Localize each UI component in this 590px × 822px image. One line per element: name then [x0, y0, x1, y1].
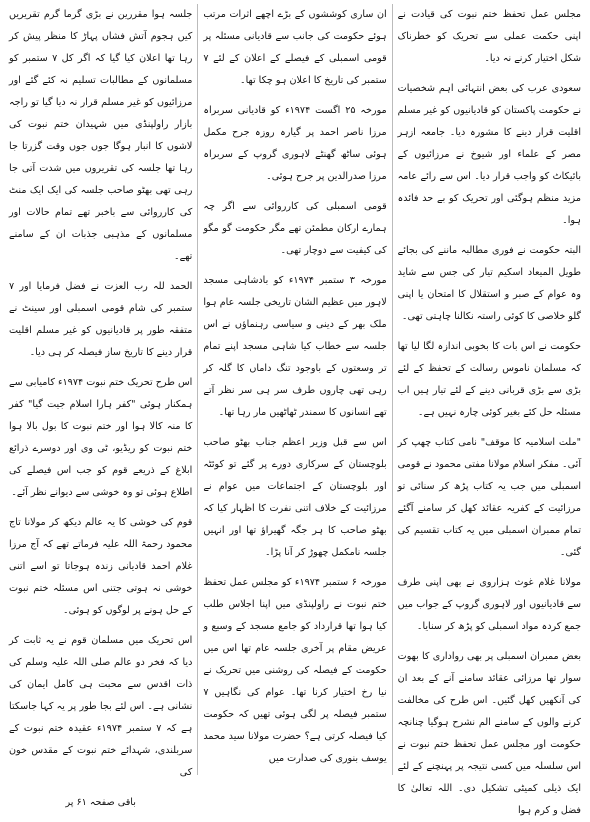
- paragraph: بعض ممبران اسمبلی پر بھی رواداری کا بھوت سوار تھا مرزائی عقائد سامنے آنے کے بعد ان کی آنکھیں کھل گئیں۔ اس طرح کی مخالفت کرنے والوں کے سامنے الم نشرح ہوگیا چنانچہ حکومت اور مجلس عمل تحفظ ختم نبوت نے اس سلسلہ میں کسی نتیجہ پر پہنچنے کے لئے ایک ذیلی کمیٹی تشکیل دی۔ اللہ تعالیٰ کا فضل و کرم ہوا: [397, 651, 581, 816]
- paragraph: مورخہ ۳ ستمبر ۱۹۷۴ء کو بادشاہی مسجد لاہور میں عظیم الشان تاریخی جلسہ عام ہوا ملک بھر کے دینی و سیاسی رہنماؤں نے اس جلسہ سے خطاب کیا شاہی مسجد اپنے تمام تر وسعتوں کے باوجود تنگ داماں کا گلہ کر رہی تھی چاروں طرف سر ہی سر نظر آتے تھے انسانوں کا سمندر ٹھاٹھیں مار رہا تھا۔: [203, 275, 387, 418]
- paragraph: جلسہ ہوا مقررین نے بڑی گرما گرم تقریریں کیں ہجوم آتش فشاں پہاڑ کا منظر پیش کر رہا تھا اعلان کیا گیا کہ اگر کل ۷ ستمبر کو مسلمانوں کے مطالبات تسلیم نہ کئے گئے اور مرزائیوں کو غیر مسلم قرار نہ دیا گیا تو راجہ بازار راولپنڈی میں شہیدان ختم نبوت کی لاشوں کا انبار ہوگا جوں جوں وقت گزرتا جا رہا تھا جلسہ کی تقریروں میں شدت آتی جا رہی تھی بھٹو صاحب جلسہ کی ایک ایک منٹ کی کارروائی سے باخبر تھے تمام حالات اور مسلمانوں کے مذہبی جذبات ان کے سامنے تھے۔: [9, 9, 193, 262]
- paragraph: قوم کی خوشی کا یہ عالم دیکھ کر مولانا تاج محمود رحمۃ اللہ علیہ فرماتے تھے کہ آج مرزا غلام احمد قادیانی زندہ ہوجاتا تو اسے اتنی خوشی نہ ہوتی جتنی اس مسئلہ ختم نبوت کے حل ہونے پر لوگوں کو ہوئی۔: [9, 517, 193, 616]
- paragraph: اس تحریک میں مسلمان قوم نے یہ ثابت کر دیا کہ فخر دو عالم صلی اللہ علیہ وسلم کی ذات اقدس سے محبت ہی کامل ایمان کی نشانی ہے۔ اس لئے بجا طور پر یہ کہا جاسکتا ہے کہ ۷ ستمبر ۱۹۷۴ء عقیدہ ختم نبوت کے سربلندی، شہدائے ختم نبوت کے مقدس خون کی: [9, 635, 193, 778]
- continued-on-page-note: باقی صفحہ ۶۱ پر: [65, 797, 136, 808]
- paragraph: مورخہ ۶ ستمبر ۱۹۷۴ء کو مجلس عمل تحفظ ختم نبوت نے راولپنڈی میں اپنا اجلاس طلب کیا ہوا تھا قرارداد کو جامع مسجد کے وسیع و عریض مقام پر آخری جلسہ عام تھا اس میں حکومت کے فیصلہ کی روشنی میں تحریک نے نیا رخ اختیار کرنا تھا۔ عوام کی نگاہیں ۷ ستمبر فیصلہ پر لگی ہوئی تھیں کہ حکومت کیا فیصلہ کرتی ہے؟ حضرت مولانا سید محمد یوسف بنوری کی صدارت میں: [203, 577, 387, 764]
- paragraph: قومی اسمبلی کی کارروائی سے اگر چہ ہمارے ارکان مطمئن تھے مگر حکومت گو مگو کی کیفیت سے دوچار تھی۔: [203, 201, 387, 256]
- paragraph: سعودی عرب کی بعض انتہائی اہم شخصیات نے حکومت پاکستان کو قادیانیوں کو غیر مسلم اقلیت قرار دینے کا مشورہ دیا۔ جامعہ ازہر مصر کے علماء اور شیوخ نے مرزائیوں کے بائیکاٹ کو واجب قرار دیا۔ اس سے رائے عامہ مزید منظم ہوگئی اور تحریک کو بے حد فائدہ ہوا۔: [397, 83, 581, 226]
- paragraph: مولانا غلام غوث ہزاروی نے بھی اپنی طرف سے قادیانیوں اور لاہوری گروپ کے جواب میں جمع کردہ مواد اسمبلی کو پڑھ کر سنایا۔: [397, 577, 581, 632]
- paragraph: اس سے قبل وزیر اعظم جناب بھٹو صاحب بلوچستان کے سرکاری دورے پر گئے تو کوئٹہ اور بلوچستان کے اجتماعات میں عوام نے مرزائیت کے خلاف اتنی نفرت کا اظہار کیا کہ بھٹو صاحب کا ہر جگہ گھیراؤ تھا اور انہیں جلسہ نامکمل چھوڑ کر آنا پڑا۔: [203, 437, 387, 558]
- paragraph: "ملت اسلامیہ کا موقف" نامی کتاب چھپ کر آئی۔ مفکر اسلام مولانا مفتی محمود نے قومی اسمبلی میں جب یہ کتاب پڑھ کر سنائی تو مرزائیت کے کفریہ عقائد کھل کر سامنے آگئے تمام ممبران اسمبلی میں یہ کتاب تقسیم کی گئی۔: [397, 437, 581, 558]
- paragraph: الحمد للہ رب العزت نے فضل فرمایا اور ۷ ستمبر کی شام قومی اسمبلی اور سینٹ نے متفقہ طور پر قادیانیوں کو غیر مسلم اقلیت قرار دینے کا تاریخ ساز فیصلہ کر ہی دیا۔: [9, 281, 193, 358]
- paragraph: حکومت نے اس بات کا بخوبی اندازہ لگا لیا تھا کہ مسلمان ناموس رسالت کے تحفظ کے لئے بڑی سے بڑی قربانی دینے کے لئے تیار ہیں اب مسئلہ حل کئے بغیر کوئی چارہ نہیں ہے۔: [397, 341, 581, 418]
- column-left: [4, 4, 198, 808]
- paragraph: البتہ حکومت نے فوری مطالبہ ماننے کی بجائے طویل المیعاد اسکیم تیار کی جس سے شاید وہ عوام کے صبر و استقلال کا امتحان یا اپنی گلو خلاصی کا کوئی راستہ نکالنا چاہتی تھی۔: [397, 245, 581, 322]
- paragraph: مورخہ ۲۵ اگست ۱۹۷۴ء کو قادیانی سربراہ مرزا ناصر احمد پر گیارہ روزہ جرح مکمل ہوئی ساٹھ گھنٹے لاہوری گروپ کے سربراہ مرزا صدرالدین پر جرح ہوئی۔: [203, 105, 387, 182]
- paragraph: اس طرح تحریک ختم نبوت ۱۹۷۴ء کامیابی سے ہمکنار ہوئی "کفر ہارا اسلام جیت گیا" کفر کا منہ کالا ہوا اور ختم نبوت کا بول بالا ہوا ختم نبوت کو ریڈیو، ٹی وی اور دوسرے ذرائع ابلاغ کے ذریعے قوم کو جب اس فیصلے کی اطلاع ہوئی تو وہ خوشی سے دیوانے نظر آئے۔: [9, 377, 193, 498]
- paragraph: ان ساری کوششوں کے بڑے اچھے اثرات مرتب ہوئے حکومت کی جانب سے قادیانی مسئلہ پر قومی اسمبلی کے فیصلے کے اعلان کے لئے ۷ ستمبر کی تاریخ کا اعلان ہو چکا تھا۔: [203, 9, 387, 86]
- column-right: [393, 4, 586, 816]
- column-middle: [198, 4, 392, 775]
- paragraph: مجلس عمل تحفظ ختم نبوت کی قیادت نے اپنی حکمت عملی سے تحریک کو خطرناک شکل اختیار کرنے نہ دیا۔: [397, 9, 581, 64]
- article-columns: [4, 4, 586, 816]
